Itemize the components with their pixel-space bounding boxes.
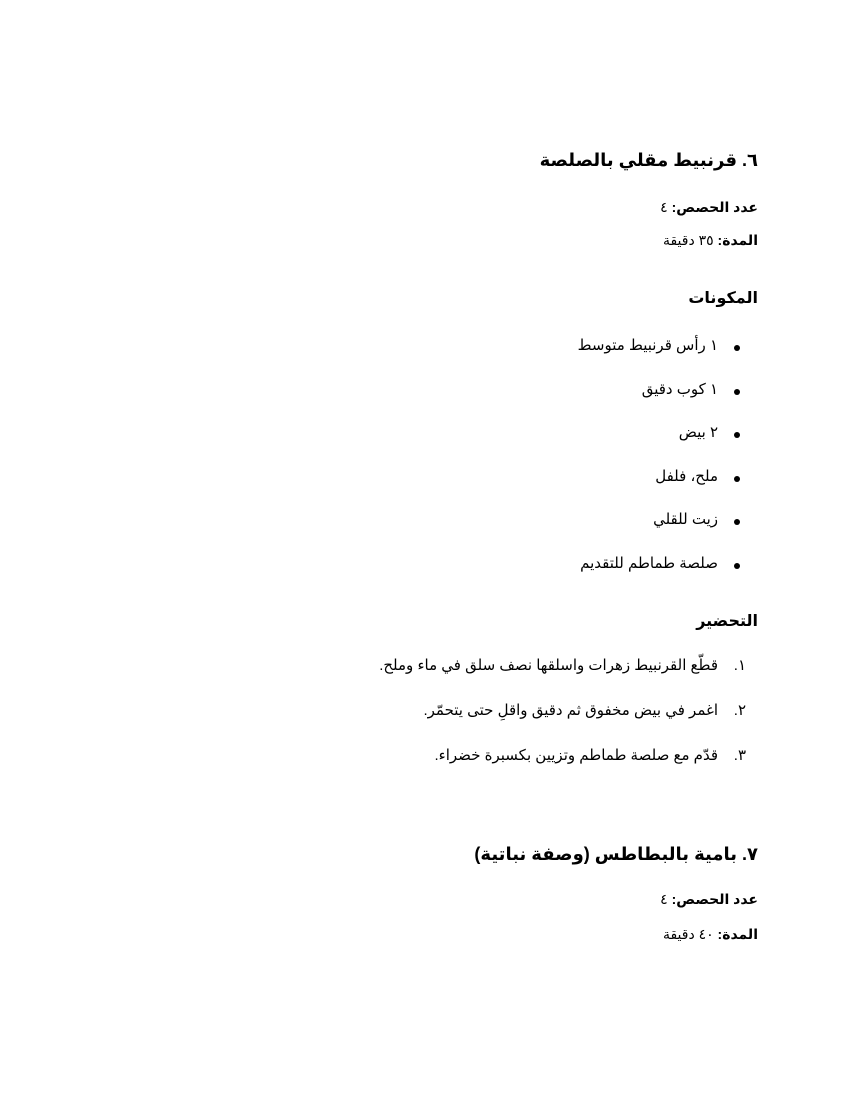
step-number: ٢. — [733, 702, 746, 719]
recipe-6-title: ٦. قرنبيط مقلي بالصلصة — [539, 150, 758, 170]
recipe-7-servings — [660, 891, 758, 908]
step-item — [379, 701, 758, 746]
step-item — [379, 746, 758, 791]
list-item: ٢ بيض — [578, 423, 758, 467]
step-number: ١. — [733, 657, 746, 674]
recipe-7-duration — [663, 926, 758, 943]
servings-value: ٤ — [660, 891, 668, 907]
step-text: قطّع القرنبيط زهرات واسلقها نصف سلق في ماء وملح. — [379, 657, 718, 674]
list-item: صلصة طماطم للتقديم — [578, 554, 758, 598]
step-item — [379, 656, 758, 701]
step-number: ٣. — [733, 747, 746, 764]
servings-label: عدد الحصص: — [671, 891, 758, 907]
list-item: ملح، فلفل — [578, 467, 758, 511]
servings-value: ٤ — [660, 199, 668, 215]
recipe-6-duration — [663, 232, 758, 249]
preparation-steps — [379, 656, 758, 791]
duration-label: المدة: — [717, 232, 758, 248]
step-text: اغمر في بيض مخفوق ثم دقيق واقلِ حتى يتحمّر. — [423, 702, 718, 719]
bullet-icon — [734, 563, 740, 569]
list-item: ١ رأس قرنبيط متوسط — [578, 336, 758, 380]
duration-value: ٤٠ دقيقة — [662, 926, 714, 942]
servings-label: عدد الحصص: — [671, 199, 758, 215]
bullet-icon — [734, 345, 740, 351]
step-text: قدّم مع صلصة طماطم وتزيين بكسبرة خضراء. — [434, 747, 718, 764]
bullet-icon — [734, 389, 740, 395]
bullet-icon — [734, 432, 740, 438]
recipe-7-title: ٧. بامية بالبطاطس (وصفة نباتية) — [474, 844, 758, 864]
ingredients-heading: المكونات — [688, 290, 758, 307]
duration-value: ٣٥ دقيقة — [662, 232, 714, 248]
bullet-icon — [734, 519, 740, 525]
recipe-6-servings — [660, 199, 758, 216]
bullet-icon — [734, 476, 740, 482]
ingredients-list — [578, 336, 758, 597]
preparation-heading: التحضير — [696, 613, 758, 630]
list-item: زيت للقلي — [578, 510, 758, 554]
list-item: ١ كوب دقيق — [578, 380, 758, 424]
duration-label: المدة: — [717, 926, 758, 942]
